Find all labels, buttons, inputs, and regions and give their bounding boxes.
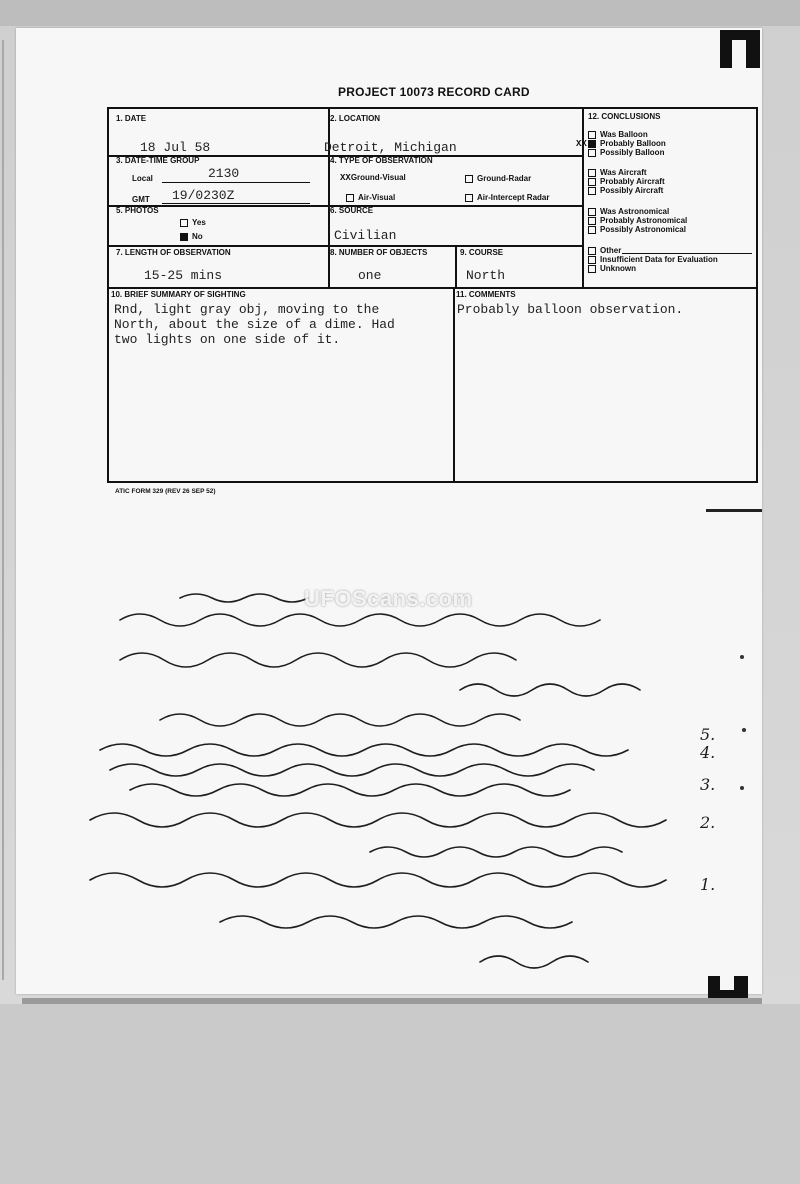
checkbox-icon bbox=[588, 187, 596, 195]
checkbox-icon bbox=[588, 226, 596, 234]
location-value: Detroit, Michigan bbox=[324, 140, 457, 155]
comments-value: Probably balloon observation. bbox=[457, 302, 684, 317]
margin-dash bbox=[706, 509, 762, 512]
checkbox-icon bbox=[588, 169, 596, 177]
card-title: PROJECT 10073 RECORD CARD bbox=[338, 85, 530, 99]
date-value: 18 Jul 58 bbox=[140, 140, 211, 155]
conclusions-label: 12. CONCLUSIONS bbox=[588, 112, 661, 121]
checkbox-checked-icon bbox=[588, 140, 596, 148]
air-visual-option: Air-Visual bbox=[346, 193, 395, 202]
file-tab-top bbox=[720, 30, 760, 68]
num-objects-value: one bbox=[358, 268, 382, 283]
checkbox-icon bbox=[588, 131, 596, 139]
svg-text:2.: 2. bbox=[700, 813, 716, 832]
length-value: 15-25 mins bbox=[144, 268, 223, 283]
margin-dot bbox=[740, 655, 744, 659]
type-obs-label: 4. TYPE OF OBSERVATION bbox=[330, 156, 433, 165]
local-label: Local bbox=[132, 174, 153, 183]
comments-label: 11. COMMENTS bbox=[456, 290, 516, 299]
ground-visual-mark: XX bbox=[340, 173, 351, 183]
dtg-label: 3. DATE-TIME GROUP bbox=[116, 156, 200, 165]
date-label: 1. DATE bbox=[116, 114, 147, 123]
photos-no-option: No bbox=[180, 232, 203, 241]
checkbox-icon bbox=[588, 247, 596, 255]
gmt-value: 19/0230Z bbox=[172, 188, 235, 203]
handwritten-notes bbox=[60, 590, 740, 980]
probably-balloon-mark: XX bbox=[576, 139, 587, 149]
scan-top-border bbox=[0, 0, 800, 26]
conclusions-group-aircraft: Was Aircraft Probably Aircraft Possibly Aircraft bbox=[588, 168, 665, 195]
summary-line: North, about the size of a dime. Had bbox=[114, 317, 395, 332]
summary-text bbox=[114, 302, 395, 347]
checkbox-icon bbox=[465, 194, 473, 202]
source-label: 6. SOURCE bbox=[330, 206, 374, 215]
margin-dot bbox=[740, 786, 744, 790]
checkbox-icon bbox=[588, 208, 596, 216]
checkbox-icon bbox=[588, 178, 596, 186]
course-value: North bbox=[466, 268, 506, 283]
local-value: 2130 bbox=[208, 166, 240, 181]
air-intercept-option: Air-Intercept Radar bbox=[465, 193, 549, 202]
checkbox-checked-icon bbox=[180, 233, 188, 241]
watermark: UFOScans.com bbox=[304, 586, 473, 611]
checkbox-icon bbox=[465, 175, 473, 183]
photos-yes-option: Yes bbox=[180, 218, 206, 227]
summary-line: two lights on one side of it. bbox=[114, 332, 341, 347]
form-code: ATIC FORM 329 (REV 26 SEP 52) bbox=[115, 488, 216, 495]
svg-text:4.: 4. bbox=[700, 743, 716, 762]
source-value: Civilian bbox=[334, 228, 397, 243]
summary-label: 10. BRIEF SUMMARY OF SIGHTING bbox=[111, 290, 246, 299]
conclusions-group-other: Other Insufficient Data for Evaluation Unknown bbox=[588, 246, 718, 273]
checkbox-icon bbox=[346, 194, 354, 202]
scan-left-edge bbox=[2, 40, 14, 980]
checkbox-icon bbox=[588, 256, 596, 264]
summary-line: Rnd, light gray obj, moving to the bbox=[114, 302, 380, 317]
location-label: 2. LOCATION bbox=[330, 114, 381, 123]
photos-label: 5. PHOTOS bbox=[116, 206, 159, 215]
checkbox-icon bbox=[180, 219, 188, 227]
checkbox-icon bbox=[588, 265, 596, 273]
scan-lower-band bbox=[0, 1004, 800, 1184]
conclusions-group-balloon: Was Balloon Probably Balloon Possibly Balloon bbox=[588, 130, 666, 157]
checkbox-icon bbox=[588, 217, 596, 225]
svg-text:5.: 5. bbox=[700, 725, 716, 744]
conclusions-group-astronomical: Was Astronomical Probably Astronomical Possibly Astronomical bbox=[588, 207, 687, 234]
margin-dot bbox=[742, 728, 746, 732]
checkbox-icon bbox=[588, 149, 596, 157]
num-objects-label: 8. NUMBER OF OBJECTS bbox=[330, 248, 428, 257]
course-label: 9. COURSE bbox=[460, 248, 504, 257]
gmt-label: GMT bbox=[132, 195, 150, 204]
ground-radar-option: Ground-Radar bbox=[465, 174, 531, 183]
svg-text:1.: 1. bbox=[700, 875, 716, 894]
svg-text:3.: 3. bbox=[700, 775, 716, 794]
ground-visual-option: XXGround-Visual bbox=[340, 173, 406, 183]
length-label: 7. LENGTH OF OBSERVATION bbox=[116, 248, 231, 257]
